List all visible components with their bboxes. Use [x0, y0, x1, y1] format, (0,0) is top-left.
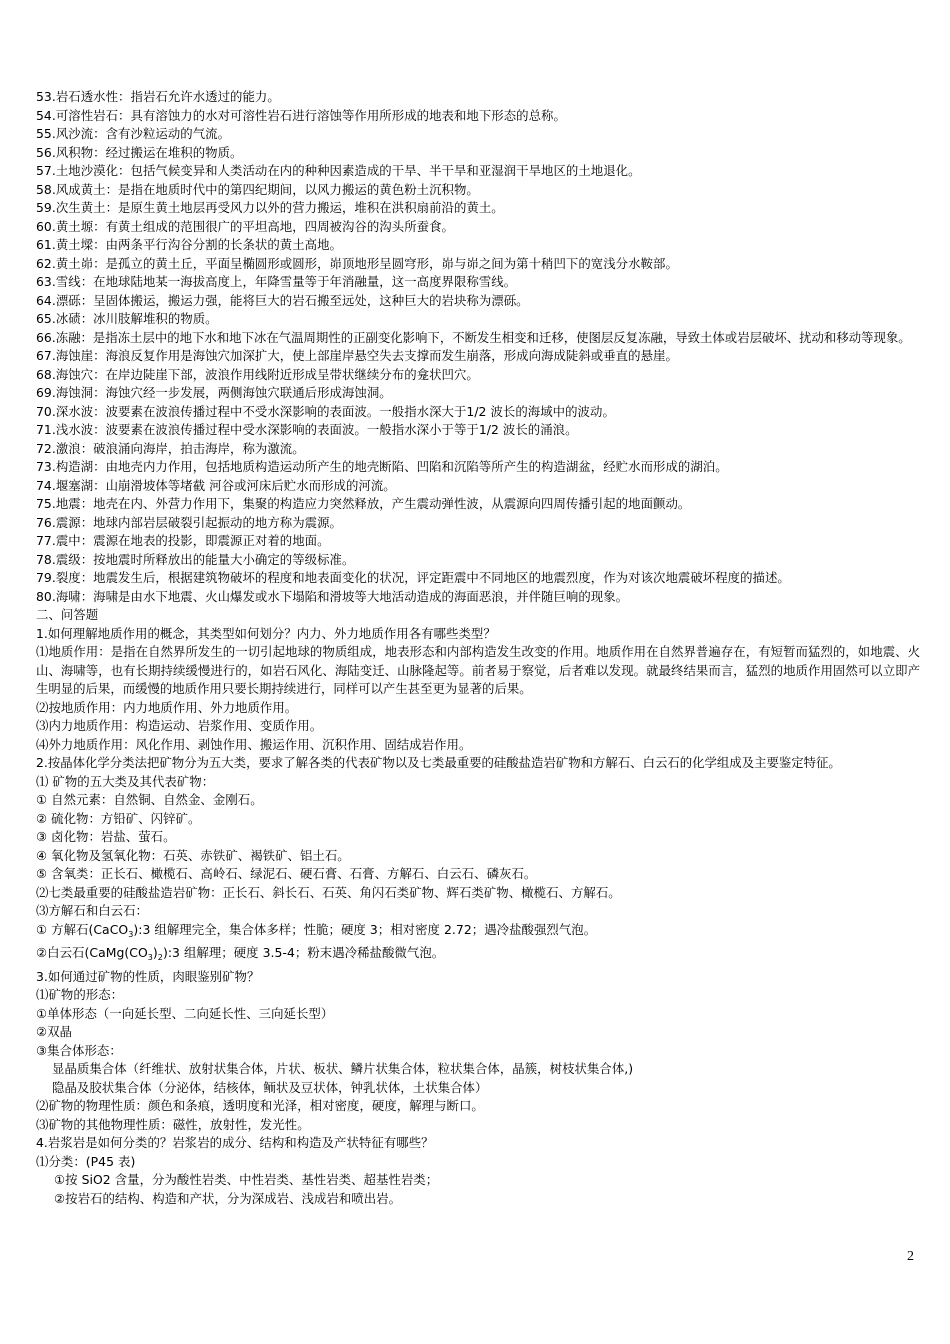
definition-77: 77.震中：震源在地表的投影，即震源正对着的地面。 [36, 533, 330, 548]
definition-60: 60.黄土塬：有黄土组成的范围很广的平坦高地，四周被沟谷的沟头所蚕食。 [36, 218, 454, 234]
definition-78: 78.震级：按地震时所释放出的能量大小确定的等级标准。 [36, 551, 355, 567]
definition-58: 58.风成黄土：是指在地质时代中的第四纪期间，以风力搬运的黄色粉土沉积物。 [36, 181, 479, 197]
definition-54: 54.可溶性岩石：具有溶蚀力的水对可溶性岩石进行溶蚀等作用所形成的地表和地下形态的总称。 [36, 107, 566, 123]
definition-66: 66.冻融：是指冻土层中的地下水和地下冰在气温周期性的正副变化影响下，不断发生相变和迁移，使图层反复冻融，导致土体或岩层破坏、扰动和移动等现象。 [36, 329, 911, 345]
q2-subtitle-2: ⑵七类最重要的硅酸盐造岩矿物：正长石、斜长石、石英、角闪石类矿物、辉石类矿物、橄榄石、方解石。 [36, 884, 621, 900]
q3-form-1: ①单体形态（一向延长型、二向延长性、三向延长型） [36, 1005, 334, 1021]
definition-69: 69.海蚀洞：海蚀穴经一步发展，两侧海蚀穴联通后形成海蚀洞。 [36, 385, 392, 400]
question-4: 4.岩浆岩是如何分类的？岩浆岩的成分、结构和构造及产状特征有哪些？ [36, 1135, 434, 1150]
q3-subtitle-3: ⑶矿物的其他物理性质：磁性，放射性，发光性。 [36, 1116, 310, 1132]
definition-68: 68.海蚀穴：在岸边陡崖下部，波浪作用线附近形成呈带状继续分布的龛状凹穴。 [36, 366, 479, 382]
definition-71: 71.浅水波：波要素在波浪传播过程中受水深影响的表面波。一般指水深小于等于1/2 波长的涌浪。 [36, 422, 578, 437]
definition-55: 55.风沙流：含有沙粒运动的气流。 [36, 126, 231, 141]
definition-70: 70.深水波：波要素在波浪传播过程中不受水深影响的表面波。一般指水深大于1/2 波长的海域中的波动。 [36, 403, 615, 419]
definition-67: 67.海蚀崖：海浪反复作用是海蚀穴加深扩大，使上部崖岸悬空失去支撑而发生崩落，形成向海成陡斜或垂直的悬崖。 [36, 348, 678, 363]
definition-57: 57.土地沙漠化：包括气候变异和人类活动在内的种种因素造成的干旱、半干旱和亚湿润干旱地区的土地退化。 [36, 163, 641, 178]
definition-76: 76.震源：地球内部岩层破裂引起振动的地方称为震源。 [36, 514, 342, 530]
calcite-description: ① 方解石(CaCO$_3$):3 组解理完全，集合体多样；性脆；硬度 3；相对密度 2.72；遇冷盐酸强烈气泡。 [36, 921, 597, 939]
definition-56: 56.风积物：经过搬运在堆积的物质。 [36, 144, 243, 160]
page-number: 2 [907, 1249, 914, 1264]
q3-form-3: ③集合体形态： [36, 1042, 122, 1058]
definition-65: 65.冰碛：冰川肢解堆积的物质。 [36, 311, 218, 326]
q2-class-1: ① 自然元素：自然铜、自然金、金刚石。 [36, 792, 263, 807]
q2-class-3: ③ 卤化物：岩盐、萤石。 [36, 829, 176, 844]
q1-answer-2: ⑵按地质作用：内力地质作用、外力地质作用。 [36, 699, 298, 715]
document-page [36, 88, 920, 1208]
definition-64: 64.漂砾：呈固体搬运，搬运力强，能将巨大的岩石搬至远处，这种巨大的岩块称为漂砾。 [36, 292, 529, 308]
definition-75: 75.地震：地壳在内、外营力作用下，集聚的构造应力突然释放，产生震动弹性波，从震源向四周传播引起的地面颤动。 [36, 496, 691, 511]
q1-answer-1: ⑴地质作用：是指在自然界所发生的一切引起地球的物质组成，地表形态和内部构造发生改变的作用。地质作用在自然界普遍存在，有短暂而猛烈的，如地震、火山、海啸等，也有长期持续缓慢进行的，如岩石风化、海陆变迁、山脉隆起等。前者易于察觉，后者难以发现。就最终结果而言，猛烈的地质作用固然可以立即产生明显的后果，而缓慢的地质作用只要长期持续进行，同样可以产生甚至更为显著的后果。 [36, 644, 920, 696]
question-1: 1.如何理解地质作用的概念，其类型如何划分？内力、外力地质作用各有哪些类型？ [36, 625, 496, 641]
q3-form-3a: 显晶质集合体（纤维状、放射状集合体，片状、板状、鳞片状集合体，粒状集合体，晶簇，树枝状集合体,) [52, 1061, 634, 1076]
q2-class-2: ② 硫化物：方铅矿、闪锌矿。 [36, 810, 201, 826]
definition-62: 62.黄土峁：是孤立的黄土丘，平面呈椭圆形或圆形，峁顶地形呈圆穹形，峁与峁之间为第十稍凹下的宽浅分水鞍部。 [36, 255, 678, 271]
section-title: 二、问答题 [36, 607, 99, 622]
q2-class-4: ④ 氧化物及氢氧化物：石英、赤铁矿、褐铁矿、铝土石。 [36, 847, 350, 863]
dolomite-description: ②白云石$(CaMg(CO_3)_2):3$ 组解理；硬度 3.5-4；粉末遇冷稀盐酸微气泡。 [36, 945, 445, 962]
definition-79: 79.裂度：地震发生后，根据建筑物破坏的程度和地表面变化的状况，评定距震中不同地区的地震烈度，作为对该次地震破坏程度的描述。 [36, 570, 790, 585]
definition-61: 61.黄土墚：由两条平行沟谷分割的长条状的黄土高地。 [36, 237, 342, 252]
q3-form-2: ②双晶 [36, 1024, 73, 1039]
q3-subtitle-1: ⑴矿物的形态： [36, 987, 124, 1002]
definition-53: 53.岩石透水性：指岩石允许水透过的能力。 [36, 89, 280, 104]
q4-subtitle-1: ⑴分类：(P45 表) [36, 1153, 136, 1169]
q2-class-5: ⑤ 含氧类：正长石、橄榄石、高岭石、绿泥石、硬石膏、石膏、方解石、白云石、磷灰石。 [36, 866, 537, 881]
definition-80: 80.海啸：海啸是由水下地震、火山爆发或水下塌陷和滑坡等大地活动造成的海面恶浪，并伴随巨响的现象。 [36, 588, 629, 604]
definition-74: 74.堰塞湖：山崩滑坡体等堵截 河谷或河床后贮水而形成的河流。 [36, 477, 396, 493]
definition-59: 59.次生黄土：是原生黄土地层再受风力以外的营力搬运，堆积在洪积扇前沿的黄土。 [36, 200, 504, 215]
q3-subtitle-2: ⑵矿物的物理性质：颜色和条痕，透明度和光泽，相对密度，硬度，解理与断口。 [36, 1098, 484, 1113]
q1-answer-4: ⑷外力地质作用：风化作用、剥蚀作用、搬运作用、沉积作用、固结成岩作用。 [36, 736, 472, 752]
q4-item-2: ②按岩石的结构、构造和产状，分为深成岩、浅成岩和喷出岩。 [54, 1190, 402, 1206]
q2-subtitle-1: ⑴ 矿物的五大类及其代表矿物： [36, 773, 215, 789]
question-3: 3.如何通过矿物的性质，肉眼鉴别矿物？ [36, 968, 260, 984]
definition-73: 73.构造湖：由地壳内力作用，包括地质构造运动所产生的地壳断陷、凹陷和沉陷等所产生的构造湖盆，经贮水而形成的湖泊。 [36, 459, 728, 474]
q2-subtitle-3: ⑶方解石和白云石： [36, 903, 148, 918]
q3-form-3b: 隐晶及胶状集合体（分泌体，结核体，鲕状及豆状体，钟乳状体，土状集合体） [52, 1079, 488, 1095]
q4-item-1: ①按 SiO2 含量，分为酸性岩类、中性岩类、基性岩类、超基性岩类； [54, 1172, 439, 1187]
q1-answer-3: ⑶内力地质作用：构造运动、岩浆作用、变质作用。 [36, 718, 323, 733]
definition-63: 63.雪线：在地球陆地某一海拔高度上，年降雪量等于年消融量，这一高度界限称雪线。 [36, 274, 517, 289]
definition-72: 72.激浪：破浪涌向海岸，拍击海岸，称为激流。 [36, 440, 305, 456]
question-2: 2.按晶体化学分类法把矿物分为五大类，要求了解各类的代表矿物以及七类最重要的硅酸盐造岩矿物和方解石、白云石的化学组成及主要鉴定特征。 [36, 755, 841, 770]
